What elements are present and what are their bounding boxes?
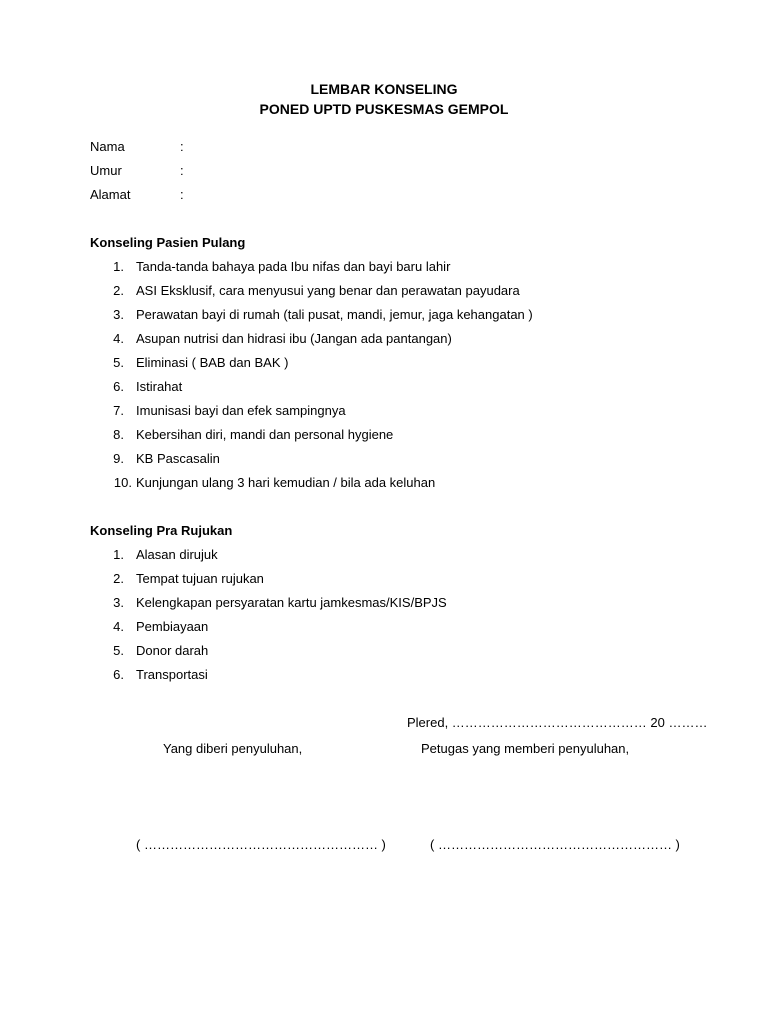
- list-item-number: 2.: [113, 571, 124, 586]
- list-item-number: 2.: [113, 283, 124, 298]
- list-item-number: 4.: [113, 619, 124, 634]
- list-item-number: 5.: [113, 355, 124, 370]
- list-item: Istirahat: [136, 379, 183, 394]
- field-label-alamat: Alamat: [90, 187, 131, 202]
- list-item-number: 8.: [113, 427, 124, 442]
- officer-label: Petugas yang memberi penyuluhan,: [421, 741, 630, 756]
- recipient-label: Yang diberi penyuluhan,: [163, 741, 303, 756]
- list-item: Imunisasi bayi dan efek sampingnya: [136, 403, 346, 418]
- list-item-number: 1.: [113, 259, 124, 274]
- list-item: Tanda-tanda bahaya pada Ibu nifas dan bayi baru lahir: [136, 259, 451, 274]
- list-item: ASI Eksklusif, cara menyusui yang benar dan perawatan payudara: [136, 283, 520, 298]
- list-item: Eliminasi ( BAB dan BAK ): [136, 355, 289, 370]
- field-label-nama: Nama: [90, 139, 125, 154]
- list-item-number: 10.: [113, 475, 132, 490]
- section-heading-pulang: Konseling Pasien Pulang: [90, 235, 246, 250]
- place-date-line: Plered, ……………………………………… 20 ………: [407, 715, 708, 730]
- list-item: KB Pascasalin: [136, 451, 220, 466]
- list-item: Perawatan bayi di rumah (tali pusat, mandi, jemur, jaga kehangatan ): [136, 307, 533, 322]
- officer-signature-blank: ( ……………………………………………… ): [430, 837, 680, 852]
- list-item-number: 5.: [113, 643, 124, 658]
- list-item-number: 6.: [113, 379, 124, 394]
- list-item: Kebersihan diri, mandi dan personal hygiene: [136, 427, 394, 442]
- document-title: LEMBAR KONSELING: [310, 81, 458, 97]
- list-item-number: 1.: [113, 547, 124, 562]
- section-heading-rujukan: Konseling Pra Rujukan: [90, 523, 233, 538]
- list-item-number: 7.: [113, 403, 124, 418]
- list-item-number: 6.: [113, 667, 124, 682]
- field-colon-umur: :: [180, 163, 184, 178]
- list-item-number: 3.: [113, 595, 124, 610]
- list-item: Alasan dirujuk: [136, 547, 218, 562]
- field-label-umur: Umur: [90, 163, 122, 178]
- list-item-number: 4.: [113, 331, 124, 346]
- recipient-signature-blank: ( ……………………………………………… ): [136, 837, 386, 852]
- document-subtitle: PONED UPTD PUSKESMAS GEMPOL: [259, 101, 509, 117]
- list-item-number: 9.: [113, 451, 124, 466]
- list-item: Tempat tujuan rujukan: [136, 571, 264, 586]
- list-item: Transportasi: [136, 667, 208, 682]
- field-colon-nama: :: [180, 139, 184, 154]
- list-item: Asupan nutrisi dan hidrasi ibu (Jangan ada pantangan): [136, 331, 452, 346]
- list-item: Kunjungan ulang 3 hari kemudian / bila ada keluhan: [136, 475, 436, 490]
- list-item: Donor darah: [136, 643, 209, 658]
- field-colon-alamat: :: [180, 187, 184, 202]
- list-item-number: 3.: [113, 307, 124, 322]
- list-item: Kelengkapan persyaratan kartu jamkesmas/KIS/BPJS: [136, 595, 447, 610]
- list-item: Pembiayaan: [136, 619, 209, 634]
